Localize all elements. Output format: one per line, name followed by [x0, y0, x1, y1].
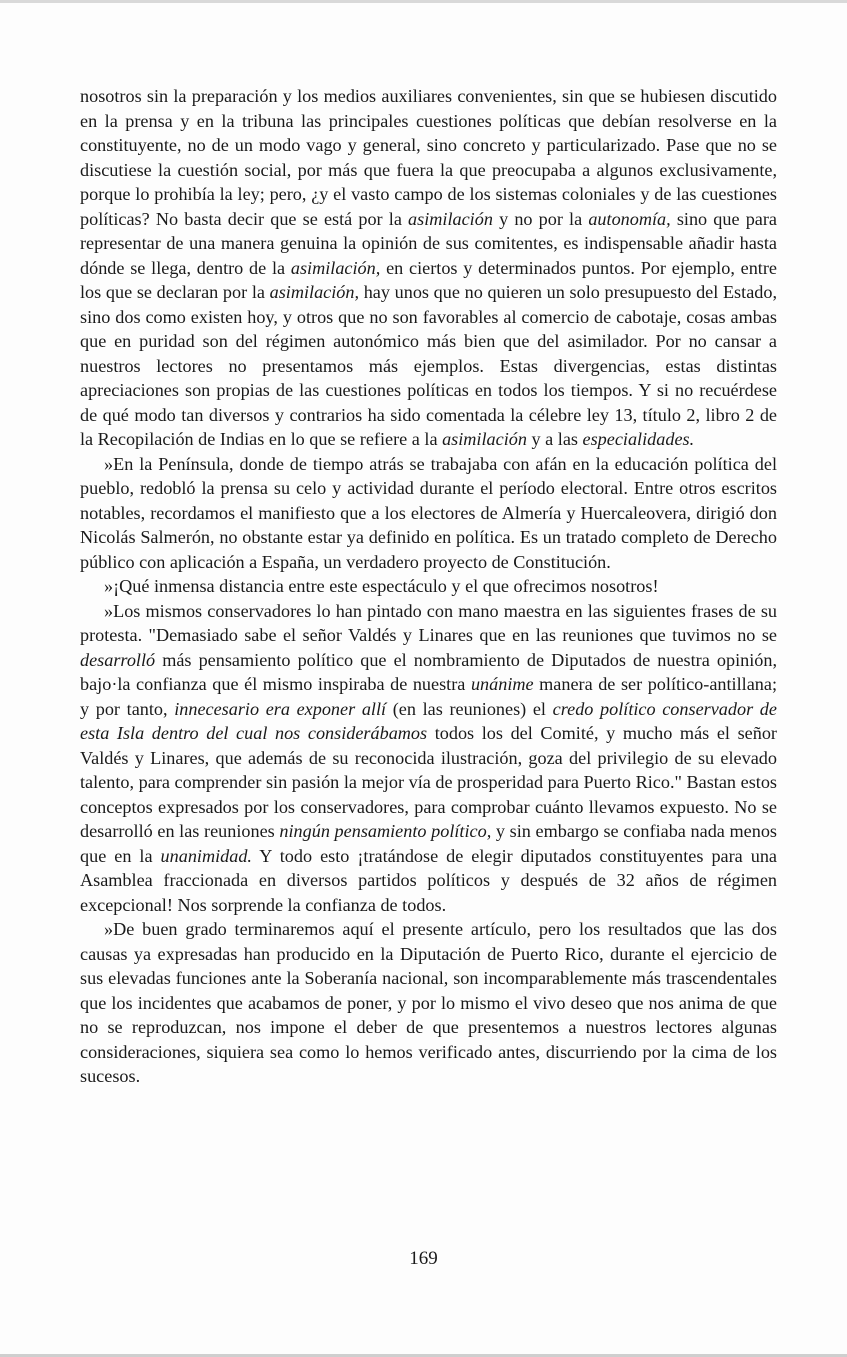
italic-text: desarrolló	[80, 649, 156, 670]
paragraph	[80, 452, 777, 575]
text-run: »En la Península, donde de tiempo atrás se trabajaba con afán en la educación política del pueblo, redobló la prensa su celo y actividad durante el período electoral. Entre otros escritos notables, recordamos el manifiesto que a los electores de Almería y Huercaleovera, dirigió don Nicolás Salmerón, no obstante estar ya definido en política. Es un tratado completo de Derecho público con aplicación a España, un verdadero proyecto de Constitución.	[80, 453, 777, 572]
text-run: y a las	[526, 429, 583, 449]
text-run: »De buen grado terminaremos aquí el presente artículo, pero los resultados que las dos causas ya expresadas han producido en la Diputación de Puerto Rico, durante el ejercicio de sus elevadas funciones ante la Soberanía nacional, son incomparablemente más trascendentales que los incidentes que acabamos de poner, y por lo mismo el vivo deseo que nos anima de que no se reproduzcan, nos impone el deber de que presentemos a nuestros lectores algunas consideraciones, siquiera sea como lo hemos verificado antes, discurriendo por la cima de los sucesos.	[80, 919, 777, 1086]
text-run: sino que para representar de una manera genuina la opinión de sus comitentes, es indispensable añadir hasta dónde se llega, dentro de la	[80, 208, 778, 278]
text-run: »Los mismos conservadores lo han pintado con mano maestra en las siguientes frases de su protesta. "Demasiado sabe el señor Valdés y Linares que en las reuniones que tuvimos no se	[80, 600, 777, 645]
italic-text: especialidades.	[582, 429, 695, 449]
text-run: y no por la	[492, 208, 589, 229]
italic-text: asimilación,	[290, 257, 381, 278]
text-run: nosotros sin la preparación y los medios auxiliares convenientes, sin que se hubiesen discutido en la prensa y en la tribuna las principales cuestiones políticas que debían resolverse en la constituyente, no de un modo vago y general, sino concreto y particularizado. Pase que no se discutiese la cuestión social, por más que fuera la que preocupaba a algunos exclusivamente, porque lo prohibía la ley; pero, ¿y el vasto campo de los sistemas coloniales y de las cuestiones políticas? No basta decir que se está por la	[80, 86, 777, 229]
text-run: manera de ser político-antillana; y por tanto,	[80, 674, 778, 719]
paragraph	[80, 917, 777, 1089]
italic-text: ningún pensamiento político,	[279, 821, 492, 841]
italic-text: unanimidad.	[160, 845, 252, 866]
text-run: en ciertos y determinados puntos. Por ejemplo, entre los que se declaran por la	[80, 257, 777, 302]
italic-text: autonomía,	[588, 208, 671, 229]
page-number: 169	[409, 1248, 438, 1269]
italic-text: unánime	[470, 674, 534, 694]
text-run: y sin embargo se confiaba nada menos que en la	[80, 821, 777, 866]
italic-text: asimilación	[442, 429, 527, 449]
italic-text: asimilación	[408, 208, 493, 229]
text-run: todos los del Comité, y mucho más el señor Valdés y Linares, que además de su reconocida ilustración, goza del privilegio de su elevado talento, para comprender sin pasión la mejor vía de prosperidad para Puerto Rico." Bastan estos conceptos expresados por los conservadores, para comprobar cuánto llevamos expuesto. No se desarrolló en las reuniones	[80, 723, 777, 841]
text-run: »¡Qué inmensa distancia entre este espectáculo y el que ofrecimos nosotros!	[104, 576, 659, 596]
page-top-edge	[0, 0, 847, 3]
text-run: Y todo esto ¡tratándose de elegir diputados constituyentes para una Asamblea fraccionada en diversos partidos políticos y después de 32 años de régimen excepcional! Nos sorprende la confianza de todos.	[80, 845, 777, 915]
paragraph	[80, 599, 777, 918]
italic-text: credo político conservador de esta Isla dentro del cual nos considerábamos	[80, 698, 777, 743]
paragraph	[80, 574, 777, 599]
paragraph	[80, 84, 777, 452]
body-text	[80, 84, 777, 1089]
italic-text: asimilación,	[269, 282, 360, 302]
italic-text: innecesario era exponer allí	[174, 698, 387, 719]
text-run: (en las reuniones) el	[386, 698, 553, 719]
text-run: más pensamiento político que el nombramiento de Diputados de nuestra opinión, bajo·la confianza que él mismo inspiraba de nuestra	[80, 649, 777, 694]
text-run: hay unos que no quieren un solo presupuesto del Estado, sino dos como existen hoy, y otros que no son favorables al comercio de cabotaje, cosas ambas que en puridad son del régimen autonómico más bien que del asimilador. Por no cansar a nuestros lectores no presentamos más ejemplos. Estas divergencias, estas distintas apreciaciones son propias de las cuestiones políticas en todos los tiempos. Y si no recuérdese de qué modo tan diversos y contrarios ha sido comentada la célebre ley 13, título 2, libro 2 de la Recopilación de Indias en lo que se refiere a la	[80, 282, 778, 449]
